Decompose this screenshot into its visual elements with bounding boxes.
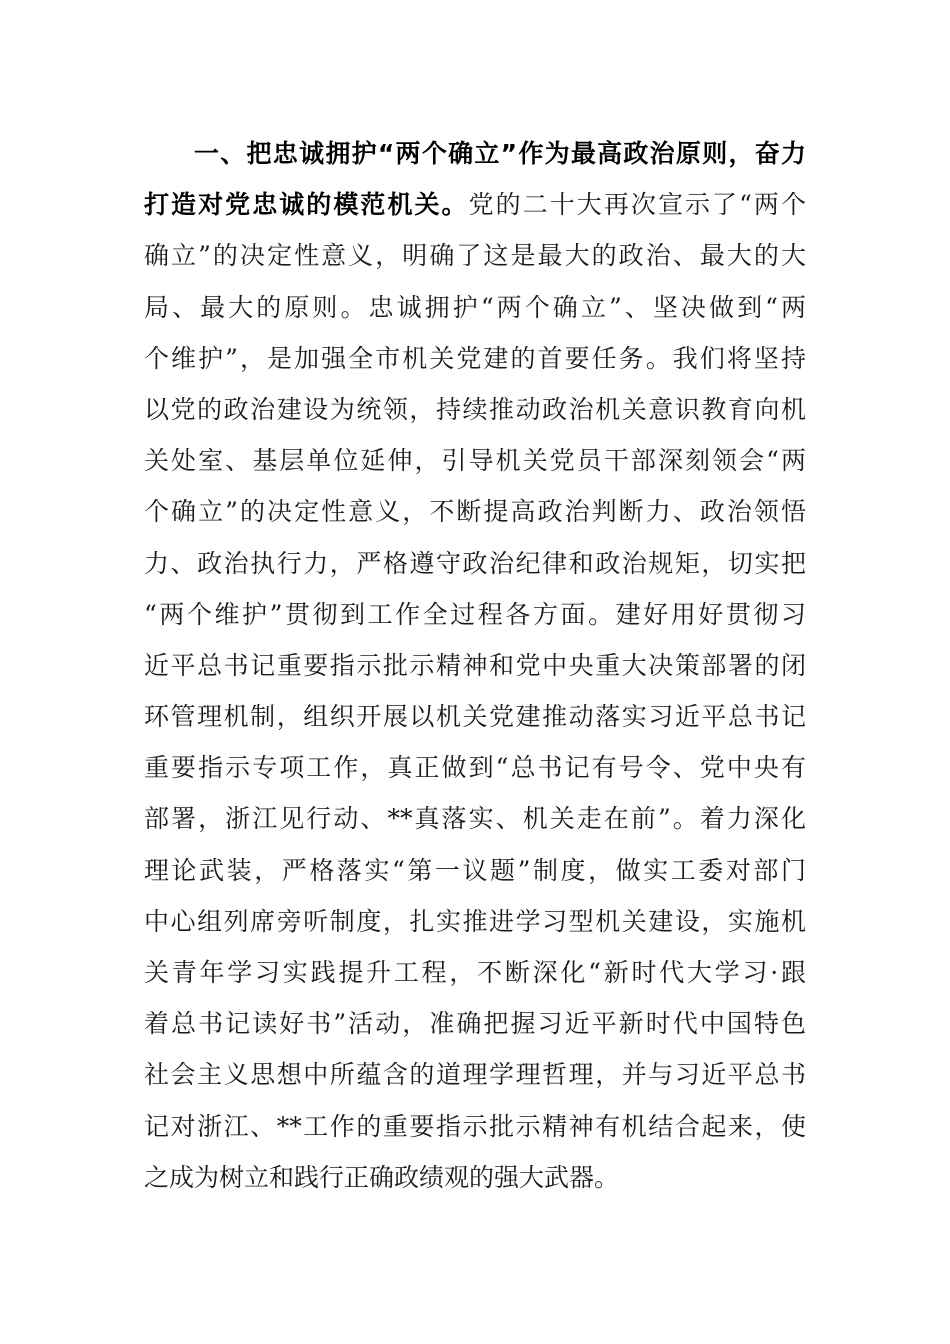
text-line <box>144 179 806 230</box>
body-text: 个确立”的决定性意义，不断提高政治判断力、政治领悟 <box>144 497 806 527</box>
body-text: 关处室、基层单位延伸，引导机关党员干部深刻领会“两 <box>144 446 806 476</box>
text-line <box>144 384 806 435</box>
text-line <box>144 742 806 793</box>
body-text: 重要指示专项工作，真正做到“总书记有号令、党中央有 <box>144 753 806 783</box>
body-text: 局、最大的原则。忠诚拥护“两个确立”、坚决做到“两 <box>144 292 806 322</box>
body-text: 之成为树立和践行正确政绩观的强大武器。 <box>144 1162 620 1192</box>
text-line <box>144 947 806 998</box>
text-line <box>144 1049 806 1100</box>
text-line <box>144 486 806 537</box>
body-text: 力、政治执行力，严格遵守政治纪律和政治规矩，切实把 <box>144 548 806 578</box>
text-line <box>144 998 806 1049</box>
text-line <box>144 1101 806 1152</box>
text-line <box>144 230 806 281</box>
body-text: 社会主义思想中所蕴含的道理学理哲理，并与习近平总书 <box>144 1060 806 1090</box>
text-line <box>144 538 806 589</box>
text-line <box>144 282 806 333</box>
body-text: “两个维护”贯彻到工作全过程各方面。建好用好贯彻习 <box>144 599 806 629</box>
text-line <box>144 589 806 640</box>
text-line <box>144 896 806 947</box>
body-text: 近平总书记重要指示批示精神和党中央重大决策部署的闭 <box>144 650 806 680</box>
text-line <box>144 691 806 742</box>
body-text: 关青年学习实践提升工程，不断深化“新时代大学习·跟 <box>144 958 806 987</box>
body-text: 理论武装，严格落实“第一议题”制度，做实工委对部门 <box>144 855 806 885</box>
paragraph-body <box>144 128 806 1203</box>
body-text: 部署，浙江见行动、**真落实、机关走在前”。着力深化 <box>144 804 806 834</box>
text-line <box>144 1152 806 1203</box>
body-text: 个维护”，是加强全市机关党建的首要任务。我们将坚持 <box>144 343 806 373</box>
body-text: 中心组列席旁听制度，扎实推进学习型机关建设，实施机 <box>144 906 806 936</box>
body-text: 记对浙江、**工作的重要指示批示精神有机结合起来，使 <box>144 1111 806 1141</box>
body-text: 着总书记读好书”活动，准确把握习近平新时代中国特色 <box>144 1009 806 1039</box>
text-line <box>144 435 806 486</box>
body-text: 环管理机制，组织开展以机关党建推动落实习近平总书记 <box>144 702 806 732</box>
bold-heading-text: 打造对党忠诚的模范机关。 <box>144 190 469 220</box>
body-text: 以党的政治建设为统领，持续推动政治机关意识教育向机 <box>144 394 806 424</box>
text-line <box>144 128 806 179</box>
text-line <box>144 793 806 844</box>
bold-heading-text: 一、把忠诚拥护“两个确立”作为最高政治原则，奋力 <box>194 139 806 168</box>
body-text: 党的二十大再次宣示了“两个 <box>468 190 806 220</box>
body-text: 确立”的决定性意义，明确了这是最大的政治、最大的大 <box>144 241 806 271</box>
text-line <box>144 640 806 691</box>
text-line <box>144 333 806 384</box>
text-line <box>144 845 806 896</box>
